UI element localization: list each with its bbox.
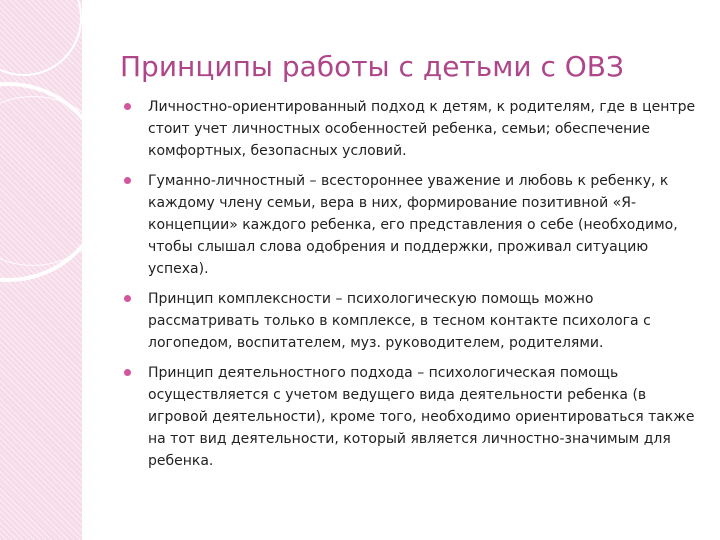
- bullet-item: [124, 96, 702, 162]
- decorative-ring-inner: [0, 96, 118, 266]
- bullet-text: Личностно-ориентированный подход к детям, к родителям, где в центре стоит учет личностных особенностей ребенка, семьи; обеспечение комфортных, безопасных условий.: [148, 99, 696, 159]
- bullet-text: Гуманно-личностный – всестороннее уважение и любовь к ребенку, к каждому члену семьи, вера в них, формирование позитивной «Я-концепции» каждого ребенка, его представления о себе (необходимо, чтобы слышал слова одобрения и поддержки, проживал ситуацию успеха).: [148, 173, 678, 277]
- bullet-dot-icon: [124, 295, 131, 302]
- bullet-list: [124, 96, 702, 480]
- bullet-dot-icon: [124, 177, 131, 184]
- bullet-item: [124, 288, 702, 354]
- bullet-item: [124, 362, 702, 472]
- bullet-dot-icon: [124, 103, 131, 110]
- bullet-dot-icon: [124, 369, 131, 376]
- bullet-item: [124, 170, 702, 280]
- slide-title: Принципы работы с детьми с ОВЗ: [120, 50, 624, 83]
- bullet-text: Принцип деятельностного подхода – психологическая помощь осуществляется с учетом ведущего вида деятельности ребенка (в игровой деятельности), кроме того, необходимо ориентироваться также на тот вид деятельности, который является личностно-значимым для ребенка.: [148, 365, 695, 469]
- bullet-text: Принцип комплексности – психологическую помощь можно рассматривать только в комплексе, в тесном контакте психолога с логопедом, воспитателем, муз. руководителем, родителями.: [148, 291, 651, 351]
